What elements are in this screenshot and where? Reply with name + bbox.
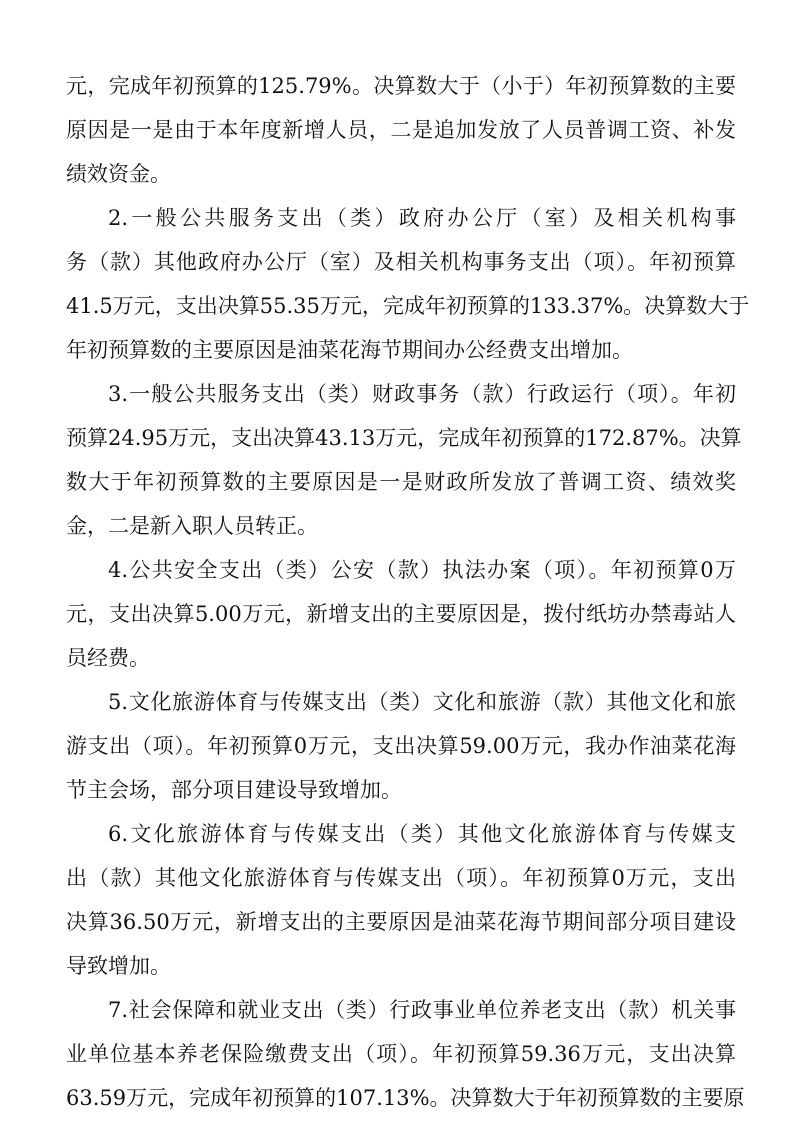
paragraph-line: 元，完成年初预算的125.79%。决算数大于（小于）年初预算数的主要 xyxy=(66,74,736,98)
paragraph-line: 41.5万元，支出决算55.35万元，完成年初预算的133.37%。决算数大于 xyxy=(66,294,750,318)
paragraph-line: 出（款）其他文化旅游体育与传媒支出（项）。年初预算0万元，支出 xyxy=(66,866,736,890)
paragraph-line: 元，支出决算5.00万元，新增支出的主要原因是，拨付纸坊办禁毒站人 xyxy=(66,602,736,626)
paragraph-line: 年初预算数的主要原因是油菜花海节期间办公经费支出增加。 xyxy=(66,338,633,362)
paragraph-line: 5.文化旅游体育与传媒支出（类）文化和旅游（款）其他文化和旅 xyxy=(108,690,736,714)
paragraph-line: 63.59万元，完成年初预算的107.13%。决算数大于年初预算数的主要原 xyxy=(66,1086,745,1110)
paragraph-line: 原因是一是由于本年度新增人员，二是追加发放了人员普调工资、补发 xyxy=(66,118,736,142)
paragraph-line: 3.一般公共服务支出（类）财政事务（款）行政运行（项）。年初 xyxy=(108,382,736,406)
paragraph-line: 务（款）其他政府办公厅（室）及相关机构事务支出（项）。年初预算 xyxy=(66,250,736,274)
paragraph-line: 员经费。 xyxy=(66,646,150,670)
paragraph-line: 2.一般公共服务支出（类）政府办公厅（室）及相关机构事 xyxy=(108,206,736,230)
paragraph-line: 7.社会保障和就业支出（类）行政事业单位养老支出（款）机关事 xyxy=(108,998,736,1022)
paragraph-line: 决算36.50万元，新增支出的主要原因是油菜花海节期间部分项目建设 xyxy=(66,910,736,934)
paragraph-line: 预算24.95万元，支出决算43.13万元，完成年初预算的172.87%。决算 xyxy=(66,426,742,450)
paragraph-line: 数大于年初预算数的主要原因是一是财政所发放了普调工资、绩效奖 xyxy=(66,470,736,494)
paragraph-line: 金，二是新入职人员转正。 xyxy=(66,514,318,538)
paragraph-line: 4.公共安全支出（类）公安（款）执法办案（项）。年初预算0万 xyxy=(108,558,736,582)
paragraph-line: 导致增加。 xyxy=(66,954,171,978)
paragraph-line: 游支出（项）。年初预算0万元，支出决算59.00万元，我办作油菜花海 xyxy=(66,734,736,758)
paragraph-line: 业单位基本养老保险缴费支出（项）。年初预算59.36万元，支出决算 xyxy=(66,1042,736,1066)
paragraph-line: 节主会场，部分项目建设导致增加。 xyxy=(66,778,402,802)
paragraph-line: 6.文化旅游体育与传媒支出（类）其他文化旅游体育与传媒支 xyxy=(108,822,736,846)
paragraph-line: 绩效资金。 xyxy=(66,162,171,186)
